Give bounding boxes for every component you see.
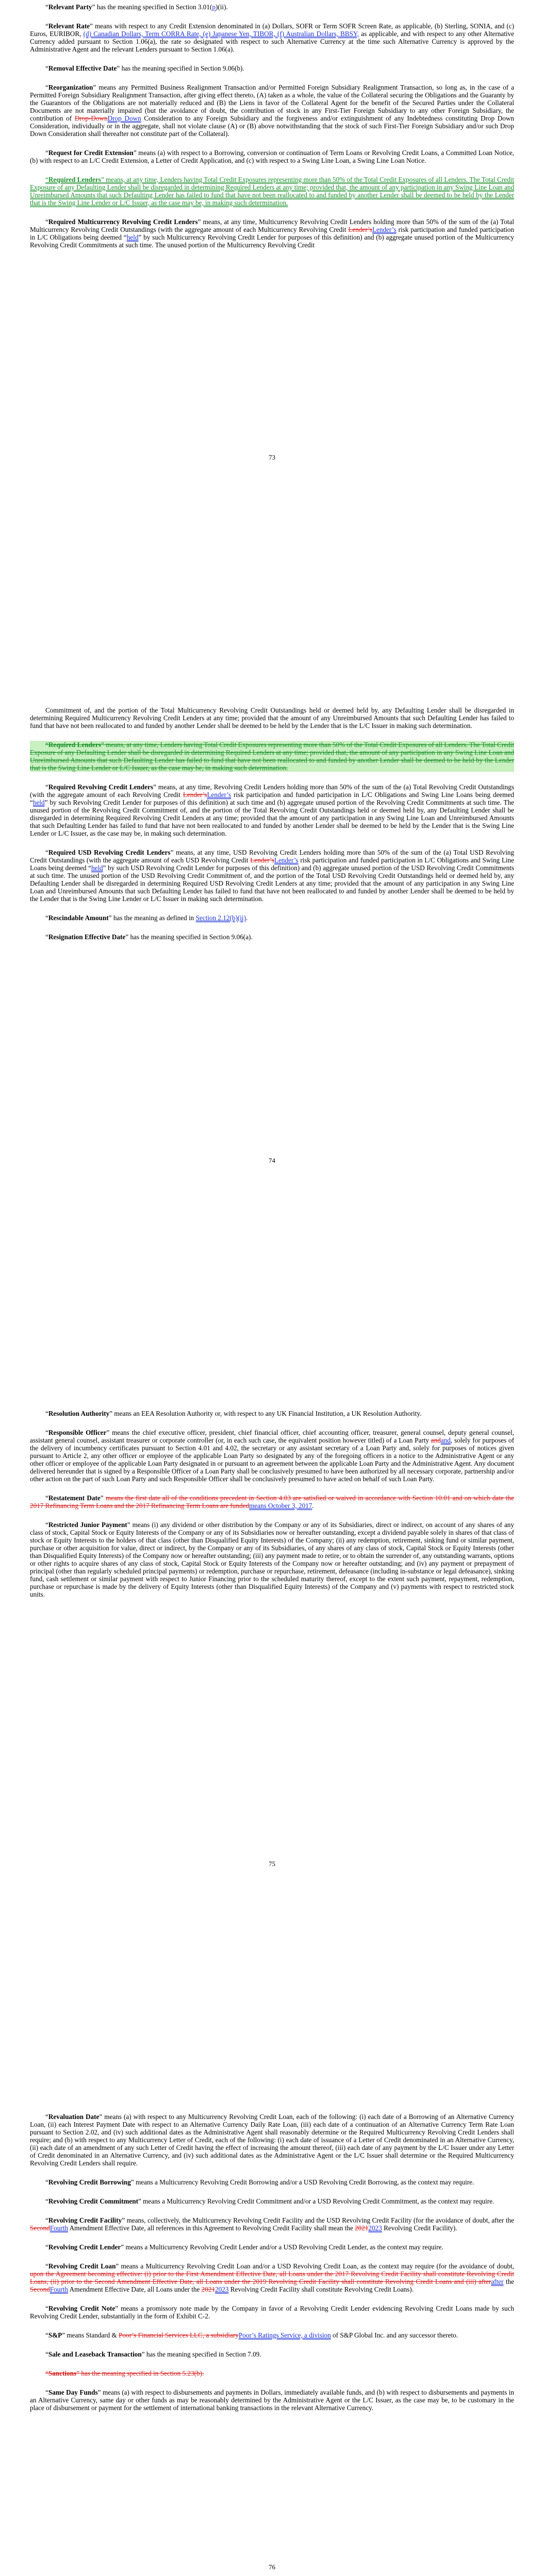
- inserted-text: Fourth: [50, 2285, 68, 2293]
- def-resignation-effective-date: “Resignation Effective Date” has the meaning specified in Section 9.06(a).: [45, 933, 253, 941]
- def-restricted-junior-payment: “Restricted Junior Payment” means (i) any dividend or other distribution by the Company or any of its Subsidiaries, direct or indirect, on account of any shares of any class of stock, Capital Stock or Equity Interests of the Company or any of its Subsidiaries now or hereafter outstanding, except a dividend payable solely in shares of that class of stock or Equity Interests to the holders of that class (other than Disqualified Equity Interests) of the Company; (ii) any redemption, retirement, sinking fund or similar payment, purchase or other acquisition for value, direct or indirect, by the Company or any of its Subsidiaries, of any shares of any class of stock, Capital Stock or Equity Interests (other than Disqualified Equity Interests) of the Company now or hereafter outstanding; (iii) any payment made to retire, or to obtain the surrender of, any outstanding warrants, options or other rights to acquire shares of any class of stock, Capital Stock or Equity Interests of the Company now or hereafter outstanding; and (iv) any payment or prepayment of principal (other than regularly scheduled principal payments) or redemption, purchase or repurchase, retirement, defeasance (including in-substance or legal defeasance), sinking fund, cash settlement or similar payment with respect to Junior Financing prior to the scheduled maturity thereof, except to the extent such payment, repayment, redemption, purchase or repurchase is made by the delivery of Equity Interests (other than Disqualified Equity Interests) of the Company and (v) payments with respect to restricted stock units.: [30, 1521, 514, 1598]
- def-term: S&P: [48, 2331, 62, 2339]
- def-body: means, at any time, USD Revolving Credit Lenders holding more than 50% of the sum of the (a) Total USD Revolving Credit Outstandings (with the aggregate amount of each USD Revolving Credit: [30, 849, 514, 864]
- deleted-text: Drop-Down: [74, 114, 108, 122]
- def-body-tail: the: [503, 2278, 514, 2285]
- def-body: has the meaning specified in Section 5.23(b).: [79, 2369, 204, 2377]
- page-73: [0, 0, 544, 703]
- def-body-tail: Revolving Credit Facility).: [382, 2224, 457, 2232]
- def-term: Revolving Credit Facility: [48, 2216, 122, 2224]
- def-resolution-authority: “Resolution Authority” means an EEA Resolution Authority or, with respect to any UK Financial Institution, a UK Resolution Authority.: [45, 1410, 422, 1417]
- continuation-paragraph: Commitment of, and the portion of the Total Multicurrency Revolving Credit Outstandings held or deemed held by, any Defaulting Lender shall be disregarded in determining Required Multicurrency Revolving Credit Lenders at any time; provided that the amount of any Unreimbursed Amounts that such Defaulting Lender has failed to fund that have not been reallocated to and funded by another Lender shall be deemed to be held by the Lender that is the L/C Issuer in making such determination.: [30, 706, 514, 730]
- inserted-text: Lender’s: [274, 856, 299, 864]
- def-body: means, at any time, Revolving Credit Lenders holding more than 50% of the sum of the (a) Total Revolving Credit Outstandings (with the aggregate amount of each Revolving Credit: [30, 783, 514, 799]
- inserted-text: Drop Down: [107, 114, 141, 122]
- inserted-text: (d) Canadian Dollars, Term CORRA Rate, (e) Japanese Yen, TIBOR, (f) Australian Dollars, BBSY,: [83, 30, 359, 38]
- def-body: means an EEA Resolution Authority or, with respect to any UK Financial Institution, a UK Resolution Authority.: [112, 1410, 422, 1417]
- def-term: Required Lenders: [48, 741, 101, 749]
- inserted-text: 2023: [368, 2224, 382, 2232]
- def-body-tail: of S&P Global Inc. and any successor thereto.: [331, 2331, 458, 2339]
- def-revolving-credit-note: “Revolving Credit Note” means a promissory note made by the Company in favor of a Revolving Credit Lender evidencing Revolving Credit Loans made by such Revolving Credit Lender, substantially in the form of Exhibit C-2.: [30, 2304, 514, 2320]
- def-body-tail: .: [245, 914, 248, 922]
- def-body-tail: risk participation and funded participation in L/C Obligations being deemed “: [30, 226, 514, 241]
- def-revolving-credit-commitment: “Revolving Credit Commitment” means a Multicurrency Revolving Credit Commitment and/or a USD Revolving Credit Commitment, as the context may require.: [45, 2197, 494, 2205]
- def-body: means a Multicurrency Revolving Credit Borrowing and/or a USD Revolving Credit Borrowing, as the context may require.: [134, 2178, 474, 2186]
- def-term: Rescindable Amount: [48, 914, 109, 922]
- page-74: [0, 703, 544, 1406]
- def-body-tail: Amendment Effective Date, all references in this Agreement to Revolving Credit Facility shall mean the: [68, 2224, 355, 2232]
- deleted-text: Poor’s Financial Services LLC, a subsidiary: [119, 2331, 239, 2339]
- def-body-tail: ” by such Revolving Credit Lender for purposes of this definition) at such time and (b) aggregate unused portion of the Revolving Credit Commitments at such time. The unused portion of the Revolving Credit Commitment of, and the portion of the Total Revolving Credit Outstandings held or deemed held by, any Defaulting Lender shall be disregarded in determining Required Revolving Credit Lenders at any time; provided that the amount of any participation in any Swing Line Loan and Unreimbursed Amounts that such Defaulting Lender has failed to fund that have not been reallocated to and funded by another Lender shall be deemed to be held by the Lender that is the Swing Line Lender or L/C Issuer, as the case may be, in making such determination.: [30, 799, 514, 837]
- def-body: means any Permitted Business Realignment Transaction and/or Permitted Foreign Subsidiary Realignment Transaction, so long as, in the case of a Permitted Foreign Subsidiary Realignment Transaction, after giving effect thereto, (A) taken as a whole, the value of the Collateral securing the Obligations and the Guaranty by the Guarantors of the Obligations are not materially reduced and (B) the Liens in favor of the Collateral Agent for the benefit of the Secured Parties under the Collateral Documents are not materially impaired (but the avoidance of doubt, the contribution of stock in any First-Tier Foreign Subsidiary to any other Foreign Subsidiary, the contribution of: [30, 83, 514, 122]
- deleted-text: Lender’s: [183, 791, 207, 799]
- page-number: 73: [269, 453, 275, 461]
- def-restatement-date: “Restatement Date” means the first date all of the conditions precedent in Section 4.03 are satisfied or waived in accordance with Section 10.01 and on which date the 2017 Refinancing Term Loans and the 2017 Refinancing Term Loans are fundedmeans October 3, 2017.: [30, 1494, 515, 1510]
- def-required-revolving-lenders: “Required Revolving Credit Lenders” means, at any time, Revolving Credit Lenders holding more than 50% of the sum of the (a) Total Revolving Credit Outstandings (with the aggregate amount of each Revolving Credit Lender’sLender’s risk participation and funded participation in L/C Obligations and Swing Line Loans being deemed “held” by such Revolving Credit Lender for purposes of this definition) at such time and (b) aggregate unused portion of the Revolving Credit Commitments at such time. The unused portion of the Revolving Credit Commitment of, and the portion of the Total Revolving Credit Outstandings held or deemed held by, any Defaulting Lender shall be disregarded in determining Required Revolving Credit Lenders at any time; provided that the amount of any participation in any Swing Line Loan and Unreimbursed Amounts that such Defaulting Lender has failed to fund that have not been reallocated to and funded by another Lender shall be deemed to be held by the Lender that is the Swing Line Lender or L/C Issuer, as the case may be, in making such determination.: [30, 783, 514, 837]
- def-revolving-credit-facility: “Revolving Credit Facility” means, collectively, the Multicurrency Revolving Credit Facility and the USD Revolving Credit Facility (for the avoidance of doubt, after the SecondFourth Amendment Effective Date, all references in this Agreement to Revolving Credit Facility shall mean the 20212023 Revolving Credit Facility).: [30, 2216, 514, 2232]
- def-body-tail: , solely for purposes of the delivery of incumbency certificates pursuant to Section 4.01 and 4.02, the secretary or any assistant secretary of a Loan Party and, solely for purposes of notices given pursuant to Article 2, any other officer or employee of the applicable Loan Party so designated by any of the foregoing officers in a notice to the Administrative Agent or any other officer or employee of the applicable Loan Party designated in or pursuant to an agreement between the applicable Loan Party and the Administrative Agent. Any document delivered hereunder that is signed by a Responsible Officer of a Loan Party shall be conclusively presumed to have been authorized by all necessary corporate, partnership and/or other action on the part of such Loan Party and such Responsible Officer shall be conclusively presumed to have acted on behalf of such Loan Party.: [30, 1436, 514, 1483]
- inserted-text: held: [32, 799, 45, 806]
- def-sanctions-deleted: “Sanctions” has the meaning specified in Section 5.23(b).: [45, 2369, 204, 2377]
- def-body: means, at any time, Lenders having Total Credit Exposures representing more than 50% of the Total Credit Exposures of all Lenders. The Total Credit Exposure of any Defaulting Lender shall be disregarded in determining Required Lenders at any time; provided that, the amount of any participation in any Swing Line Loan and Unreimbursed Amounts that such Defaulting Lender has failed to fund that have not been reallocated to and funded by another Lender shall be deemed to be held by the Lender that is the Swing Line Lender or L/C Issuer, as the case may be, in making such determination.: [30, 741, 514, 772]
- inserted-text: p: [212, 3, 216, 11]
- def-body-tail: Consideration to any Foreign Subsidiary and the forgiveness and/or extinguishment of any Indebtedness constituting Drop Down Consideration, individually or in the aggregate, shall not violate clause (A) or (B) above notwithstanding that the stock of such First-Tier Foreign Subsidiary and/or such Drop Down Consideration shall thereafter not constitute part of the Collateral).: [30, 114, 514, 138]
- inserted-text: Lender’s: [207, 791, 232, 799]
- page-number: 75: [269, 1860, 275, 1868]
- page-76: [0, 2110, 544, 2576]
- def-body-tail: .: [312, 1502, 314, 1510]
- def-term: Resolution Authority: [48, 1410, 110, 1417]
- def-rescindable-amount: “Rescindable Amount” has the meaning as defined in Section 2.12(b)(ii).: [45, 914, 248, 922]
- def-body: means a Multicurrency Revolving Credit Loan and/or a USD Revolving Credit Loan, as the context may require (for the avoidance of doubt,: [119, 2262, 514, 2270]
- def-body-tail: Revolving Credit Facility shall constitute Revolving Credit Loans).: [228, 2285, 414, 2293]
- def-term: Required Multicurrency Revolving Credit Lenders: [48, 218, 198, 226]
- deleted-text: means the first date all of the conditions precedent in Section 4.03 are satisfied or waived in accordance with Section 10.01 and on which date the 2017 Refinancing Term Loans and the 2017 Refinancing Term Loans are funded: [30, 1494, 515, 1510]
- def-body-tail: as applicable, and with respect to any other Alternative Currency added pursuant to Section 1.06(a), the rate so designated with respect to such Alternative Currency at the time such Alternative Currency is approved by the Administrative Agent and the relevant Lenders pursuant to Section 1.06(a).: [30, 30, 514, 53]
- def-body: means the chief executive officer, president, chief financial officer, chief accounting officer, treasurer, general counsel, deputy general counsel, assistant general counsel, assistant treasurer or corporate controller (or, in each such case, the equivalent position however titled) of a Loan Party: [30, 1429, 514, 1444]
- def-body: has the meaning as defined in: [111, 914, 196, 922]
- def-body: means with respect to any Credit Extension denominated in (a) Dollars, SOFR or Term SOFR Screen Rate, as applicable, (b) Sterling, SONIA, and (c) Euros, EURIBOR,: [30, 22, 514, 38]
- page-number: 74: [269, 1157, 275, 1164]
- def-responsible-officer: “Responsible Officer” means the chief executive officer, president, chief financial officer, chief accounting officer, treasurer, general counsel, deputy general counsel, assistant general counsel, assistant treasurer or corporate controller (or, in each such case, the equivalent position however titled) of a Loan Party andand, solely for purposes of the delivery of incumbency certificates pursuant to Section 4.01 and 4.02, the secretary or any assistant secretary of a Loan Party and, solely for purposes of notices given pursuant to Article 2, any other officer or employee of the applicable Loan Party so designated by any of the foregoing officers in a notice to the Administrative Agent or any other officer or employee of the applicable Loan Party designated in or pursuant to an agreement between the applicable Loan Party and the Administrative Agent. Any document delivered hereunder that is signed by a Responsible Officer of a Loan Party shall be conclusively presumed to have been authorized by all necessary corporate, partnership and/or other action on the part of such Loan Party and such Responsible Officer shall be conclusively presumed to have acted on behalf of such Loan Party.: [30, 1429, 514, 1483]
- def-removal-effective-date: “Removal Effective Date” has the meaning specified in Section 9.06(b).: [45, 64, 244, 72]
- def-term: Relevant Rate: [48, 22, 90, 30]
- def-body: means a Multicurrency Revolving Credit Commitment and/or a USD Revolving Credit Commitment, as the context may require.: [141, 2197, 494, 2205]
- def-body: has the meaning specified in Section 9.06(a).: [128, 933, 253, 941]
- deleted-text: Second: [30, 2285, 50, 2293]
- def-required-lenders-moved-from: “Required Lenders” means, at any time, Lenders having Total Credit Exposures representing more than 50% of the Total Credit Exposures of all Lenders. The Total Credit Exposure of any Defaulting Lender shall be disregarded in determining Required Lenders at any time; provided that, the amount of any participation in any Swing Line Loan and Unreimbursed Amounts that such Defaulting Lender has failed to fund that have not been reallocated to and funded by another Lender shall be deemed to be held by the Lender that is the Swing Line Lender or L/C Issuer, as the case may be, in making such determination.: [30, 741, 514, 772]
- inserted-text: held: [91, 864, 103, 872]
- def-body: means, at any time, Lenders having Total Credit Exposures representing more than 50% of the Total Credit Exposures of all Lenders. The Total Credit Exposure of any Defaulting Lender shall be disregarded in determining Required Lenders at any time; provided that, the amount of any participation in any Swing Line Loan and Unreimbursed Amounts that such Defaulting Lender has failed to fund that have not been reallocated to and funded by another Lender shall be deemed to be held by the Lender that is the Swing Line Lender or L/C Issuer, as the case may be, in making such determination.: [30, 176, 514, 207]
- def-relevant-rate: “Relevant Rate” means with respect to any Credit Extension denominated in (a) Dollars, SOFR or Term SOFR Screen Rate, as applicable, (b) Sterling, SONIA, and (c) Euros, EURIBOR, (d) Canadian Dollars, Term CORRA Rate, (e) Japanese Yen, TIBOR, (f) Australian Dollars, BBSY, as applicable, and with respect to any other Alternative Currency added pursuant to Section 1.06(a), the rate so designated with respect to such Alternative Currency at the time such Alternative Currency is approved by the Administrative Agent and the relevant Lenders pursuant to Section 1.06(a).: [30, 22, 514, 53]
- deleted-text: Second: [30, 2224, 50, 2232]
- def-body: means (i) any dividend or other distribution by the Company or any of its Subsidiaries, direct or indirect, on account of any shares of any class of stock, Capital Stock or Equity Interests of the Company or any of its Subsidiaries now or hereafter outstanding, except a dividend payable solely in shares of that class of stock or Equity Interests to the holders of that class (other than Disqualified Equity Interests) of the Company; (ii) any redemption, retirement, sinking fund or similar payment, purchase or other acquisition for value, direct or indirect, by the Company or any of its Subsidiaries, of any shares of any class of stock, Capital Stock or Equity Interests (other than Disqualified Equity Interests) of the Company now or hereafter outstanding; (iii) any payment made to retire, or to obtain the surrender of, any outstanding warrants, options or other rights to acquire shares of any class of stock, Capital Stock or Equity Interests of the Company now or hereafter outstanding; and (iv) any payment or prepayment of principal (other than regularly scheduled principal payments) or redemption, purchase or repurchase, retirement, defeasance (including in-substance or legal defeasance), sinking fund, cash settlement or similar payment with respect to Junior Financing prior to the scheduled maturity thereof, except to the extent such payment, repayment, redemption, purchase or repurchase is made by the delivery of Equity Interests (other than Disqualified Equity Interests) of the Company and (v) payments with respect to restricted stock units.: [30, 1521, 514, 1598]
- deleted-text: Lender’s: [348, 226, 372, 233]
- def-term: Sale and Leaseback Transaction: [48, 2350, 142, 2358]
- def-term: Revolving Credit Commitment: [48, 2197, 138, 2205]
- page-number: 76: [269, 2563, 275, 2571]
- def-term: Revaluation Date: [48, 2113, 100, 2121]
- def-body-tail: risk participation and funded participation in L/C Obligations and Swing Line Loans being deemed “: [30, 791, 514, 806]
- inserted-text: and: [440, 1436, 451, 1444]
- inserted-text: means October 3, 2017: [249, 1502, 312, 1510]
- def-term: Revolving Credit Lender: [48, 2243, 121, 2251]
- def-sale-and-leaseback: “Sale and Leaseback Transaction” has the meaning specified in Section 7.09.: [45, 2350, 261, 2358]
- def-revolving-credit-loan: “Revolving Credit Loan” means a Multicurrency Revolving Credit Loan and/or a USD Revolving Credit Loan, as the context may require (for the avoidance of doubt, upon the Agreement becoming effective: (i) prior to the First Amendment Effective Date, all Loans under the 2017 Revolving Credit Facility shall constitute Revolving Credit Loans, (ii) prior to the Second Amendment Effective Date, all Loans under the 2019 Revolving Credit Facility shall constitute Revolving Credit Loans and (iii) afterafter the SecondFourth Amendment Effective Date, all Loans under the 20212023 Revolving Credit Facility shall constitute Revolving Credit Loans).: [30, 2262, 514, 2293]
- def-body: has the meaning specified in Section 7.09.: [144, 2350, 261, 2358]
- def-required-lenders-moved: “Required Lenders” means, at any time, Lenders having Total Credit Exposures representing more than 50% of the Total Credit Exposures of all Lenders. The Total Credit Exposure of any Defaulting Lender shall be disregarded in determining Required Lenders at any time; provided that, the amount of any participation in any Swing Line Loan and Unreimbursed Amounts that such Defaulting Lender has failed to fund that have not been reallocated to and funded by another Lender shall be deemed to be held by the Lender that is the Swing Line Lender or L/C Issuer, as the case may be, in making such determination.: [30, 176, 514, 207]
- inserted-text: Poor’s Ratings Service, a division: [238, 2331, 331, 2339]
- def-body-tail: Amendment Effective Date, all Loans under the: [68, 2285, 202, 2293]
- def-request-for-credit-extension: “Request for Credit Extension” means (a) with respect to a Borrowing, conversion or continuation of Term Loans or Revolving Credit Loans, a Committed Loan Notice, (b) with respect to an L/C Credit Extension, a Letter of Credit Application, and (c) with respect to a Swing Line Loan, a Swing Line Loan Notice.: [30, 149, 514, 164]
- def-reorganization: “Reorganization” means any Permitted Business Realignment Transaction and/or Permitted Foreign Subsidiary Realignment Transaction, so long as, in the case of a Permitted Foreign Subsidiary Realignment Transaction, after giving effect thereto, (A) taken as a whole, the value of the Collateral securing the Obligations and the Guaranty by the Guarantors of the Obligations are not materially reduced and (B) the Liens in favor of the Collateral Agent for the benefit of the Secured Parties under the Collateral Documents are not materially impaired (but the avoidance of doubt, the contribution of stock in any First-Tier Foreign Subsidiary to any other Foreign Subsidiary, the contribution of Drop-DownDrop Down Consideration to any Foreign Subsidiary and the forgiveness and/or extinguishment of any Indebtedness constituting Drop Down Consideration, individually or in the aggregate, shall not violate clause (A) or (B) above notwithstanding that the stock of such First-Tier Foreign Subsidiary and/or such Drop Down Consideration shall thereafter not constitute part of the Collateral).: [30, 83, 514, 138]
- page-75: [0, 1406, 544, 2110]
- def-sp: “S&P” means Standard & Poor’s Financial Services LLC, a subsidiaryPoor’s Ratings Service, a division of S&P Global Inc. and any successor thereto.: [45, 2331, 458, 2339]
- deleted-text: 2021: [201, 2285, 216, 2293]
- inserted-text: 2023: [215, 2285, 229, 2293]
- inserted-text: Fourth: [50, 2224, 68, 2232]
- def-term: Required Lenders: [48, 176, 101, 183]
- def-required-usd-lenders: “Required USD Revolving Credit Lenders” means, at any time, USD Revolving Credit Lenders holding more than 50% of the sum of the (a) Total USD Revolving Credit Outstandings (with the aggregate amount of each USD Revolving Credit Lender’sLender’s risk participation and funded participation in L/C Obligations and Swing Line Loans being deemed “held” by such USD Revolving Credit Lender for purposes of this definition) and (b) aggregate unused portion of the USD Revolving Credit Commitments at such time. The unused portion of the USD Revolving Credit Commitment of, and the portion of the Total USD Revolving Credit Outstandings held or deemed held by, any Defaulting Lender shall be disregarded in determining Required USD Revolving Credit Lenders at any time; provided that the amount of any participation in any Swing Line Loan and Unreimbursed Amounts that such Defaulting Lender has failed to fund that have not been reallocated to and funded by another Lender shall be deemed to be held by the Lender that is the Swing Line Lender or L/C Issuer in making such determination.: [30, 849, 514, 903]
- def-revolving-credit-lender: “Revolving Credit Lender” means a Multicurrency Revolving Credit Lender and/or a USD Revolving Credit Lender, as the context may require.: [45, 2243, 443, 2251]
- def-relevant-party: “Relevant Party” has the meaning specified in Section 3.01(p)(ii).: [45, 3, 228, 11]
- def-body: has the meaning specified in Section 9.06(b).: [120, 64, 244, 72]
- inserted-text: after: [491, 2278, 504, 2285]
- def-term: Resignation Effective Date: [48, 933, 126, 941]
- def-body-tail: risk participation and funded participation in L/C Obligations and Swing Line Loans being deemed “: [30, 856, 514, 872]
- deleted-text: upon the Agreement becoming effective: (i) prior to the First Amendment Effective Date, all Loans under the 2017 Revolving Credit Facility shall constitute Revolving Credit Loans, (ii) prior to the Second Amendment Effective Date, all Loans under the 2019 Revolving Credit Facility shall constitute Revolving Credit Loans and (iii) after: [30, 2270, 514, 2285]
- def-term: Same Day Funds: [48, 2388, 98, 2396]
- def-revaluation-date: “Revaluation Date” means (a) with respect to any Multicurrency Revolving Credit Loan, each of the following: (i) each date of a Borrowing of an Alternative Currency Loan, (ii) each Interest Payment Date with respect to an Alternative Currency Daily Rate Loan, (iii) each date of a continuation of an Alternative Currency Term Rate Loan pursuant to Section 2.02, and (iv) such additional dates as the Administrative Agent shall reasonably determine or the Required Multicurrency Revolving Credit Lenders shall require; and (b) with respect to any Multicurrency Letter of Credit, each of the following: (i) each date of issuance of a Letter of Credit denominated in an Alternative Currency, (ii) each date of an amendment of any such Letter of Credit having the effect of increasing the amount thereof, (iii) each date of any payment by the L/C Issuer under any Letter of Credit denominated in an Alternative Currency, and (iv) such additional dates as the Administrative Agent or the L/C Issuer shall determine or the Required Multicurrency Revolving Credit Lenders shall require.: [30, 2113, 514, 2167]
- def-body-tail: ” by such USD Revolving Credit Lender for purposes of this definition) and (b) aggregate unused portion of the USD Revolving Credit Commitments at such time. The unused portion of the USD Revolving Credit Commitment of, and the portion of the Total USD Revolving Credit Outstandings held or deemed held by, any Defaulting Lender shall be disregarded in determining Required USD Revolving Credit Lenders at any time; provided that the amount of any participation in any Swing Line Loan and Unreimbursed Amounts that such Defaulting Lender has failed to fund that have not been reallocated to and funded by another Lender shall be deemed to be held by the Lender that is the Swing Line Lender or L/C Issuer in making such determination.: [30, 864, 514, 903]
- def-revolving-credit-borrowing: “Revolving Credit Borrowing” means a Multicurrency Revolving Credit Borrowing and/or a USD Revolving Credit Borrowing, as the context may require.: [45, 2178, 474, 2186]
- def-term: Reorganization: [48, 83, 93, 91]
- def-term: Required Revolving Credit Lenders: [48, 783, 154, 791]
- def-body-tail: ” by such Multicurrency Revolving Credit Lender for purposes of this definition) and (b) aggregate unused portion of the Multicurrency Revolving Credit Commitments at such time. The unused portion of the Multicurrency Revolving Credit: [30, 233, 514, 249]
- def-term: Revolving Credit Borrowing: [48, 2178, 131, 2186]
- def-required-multicurrency-lenders: “Required Multicurrency Revolving Credit Lenders” means, at any time, Multicurrency Revolving Credit Lenders holding more than 50% of the sum of the (a) Total Multicurrency Revolving Credit Outstandings (with the aggregate amount of each Multicurrency Revolving Credit Lender’sLender’s risk participation and funded participation in L/C Obligations being deemed “held” by such Multicurrency Revolving Credit Lender for purposes of this definition) and (b) aggregate unused portion of the Multicurrency Revolving Credit Commitments at such time. The unused portion of the Multicurrency Revolving Credit: [30, 218, 514, 249]
- def-body: means (a) with respect to a Borrowing, conversion or continuation of Term Loans or Revolving Credit Loans, a Committed Loan Notice, (b) with respect to an L/C Credit Extension, a Letter of Credit Application, and (c) with respect to a Swing Line Loan, a Swing Line Loan Notice.: [30, 149, 514, 164]
- deleted-text: Lender’s: [250, 856, 274, 864]
- deleted-text: 2021: [355, 2224, 369, 2232]
- def-same-day-funds: “Same Day Funds” means (a) with respect to disbursements and payments in Dollars, immediately available funds, and (b) with respect to disbursements and payments in an Alternative Currency, same day or other funds as may be reasonably determined by the Administrative Agent or the L/C Issuer, as the case may be, to be customary in the place of disbursement or payment for the settlement of international banking transactions in the relevant Alternative Currency.: [30, 2388, 514, 2412]
- def-body: means, collectively, the Multicurrency Revolving Credit Facility and the USD Revolving Credit Facility (for the avoidance of doubt, after the: [125, 2216, 514, 2224]
- def-term: Revolving Credit Loan: [48, 2262, 116, 2270]
- deleted-text: and: [431, 1436, 441, 1444]
- def-term: Restatement Date: [48, 1494, 101, 1502]
- inserted-text: Section 2.12(b)(ii): [195, 914, 246, 922]
- def-term: Required USD Revolving Credit Lenders: [48, 849, 171, 856]
- def-term: Restricted Junior Payment: [48, 1521, 127, 1529]
- def-term: Revolving Credit Note: [48, 2304, 116, 2312]
- def-body: means a promissory note made by the Company in favor of a Revolving Credit Lender evidencing Revolving Credit Loans made by such Revolving Credit Lender, substantially in the form of Exhibit C-2.: [30, 2304, 514, 2320]
- inserted-text: Lender’s: [372, 226, 397, 233]
- def-body: means, at any time, Multicurrency Revolving Credit Lenders holding more than 50% of the sum of the (a) Total Multicurrency Revolving Credit Outstandings (with the aggregate amount of each Multicurrency Revolving Credit: [30, 218, 514, 233]
- def-term: Relevant Party: [48, 3, 92, 11]
- def-term: Removal Effective Date: [48, 64, 117, 72]
- def-term: Responsible Officer: [48, 1429, 107, 1436]
- def-term: Sanctions: [48, 2369, 77, 2377]
- def-body: means a Multicurrency Revolving Credit Lender and/or a USD Revolving Credit Lender, as the context may require.: [124, 2243, 443, 2251]
- def-body: means Standard &: [65, 2331, 119, 2339]
- def-body: means (a) with respect to disbursements and payments in Dollars, immediately available funds, and (b) with respect to disbursements and payments in an Alternative Currency, same day or other funds as may be reasonably determined by the Administrative Agent or the L/C Issuer, as the case may be, to be customary in the place of disbursement or payment for the settlement of international banking transactions in the relevant Alternative Currency.: [30, 2388, 514, 2412]
- inserted-text: held: [126, 233, 139, 241]
- def-body: means (a) with respect to any Multicurrency Revolving Credit Loan, each of the following: (i) each date of a Borrowing of an Alternative Currency Loan, (ii) each Interest Payment Date with respect to an Alternative Currency Daily Rate Loan, (iii) each date of a continuation of an Alternative Currency Term Rate Loan pursuant to Section 2.02, and (iv) such additional dates as the Administrative Agent shall reasonably determine or the Required Multicurrency Revolving Credit Lenders shall require; and (b) with respect to any Multicurrency Letter of Credit, each of the following: (i) each date of issuance of a Letter of Credit denominated in an Alternative Currency, (ii) each date of an amendment of any such Letter of Credit having the effect of increasing the amount thereof, (iii) each date of any payment by the L/C Issuer under any Letter of Credit denominated in an Alternative Currency, and (iv) such additional dates as the Administrative Agent or the L/C Issuer shall determine or the Required Multicurrency Revolving Credit Lenders shall require.: [30, 2113, 514, 2167]
- def-term: Request for Credit Extension: [48, 149, 134, 157]
